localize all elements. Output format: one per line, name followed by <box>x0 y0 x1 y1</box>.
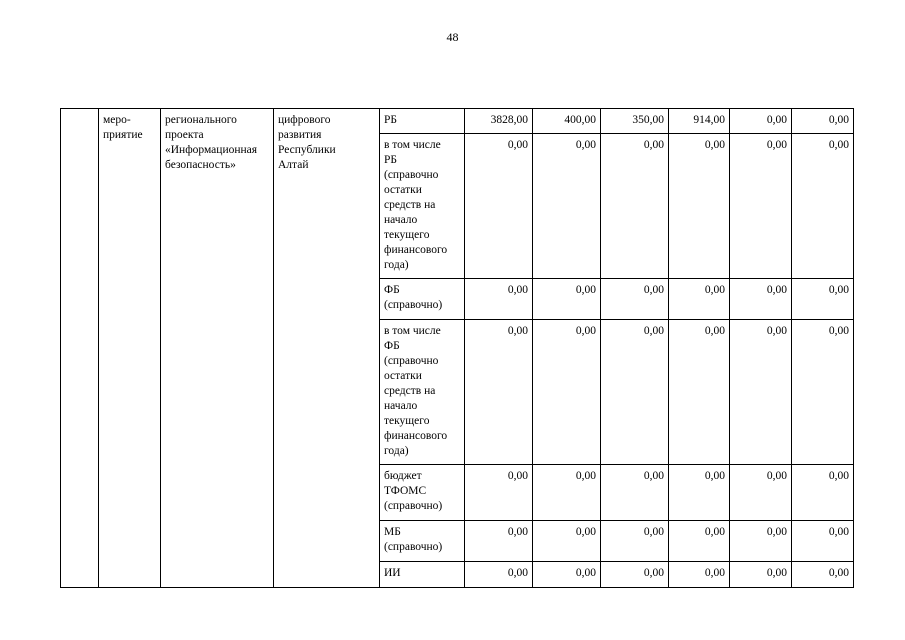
funding-source-line: ТФОМС <box>384 485 427 497</box>
funding-source-line: (справочно <box>384 169 439 181</box>
funding-source-line: РБ <box>384 114 397 126</box>
value-cell: 0,00 <box>601 134 669 279</box>
value-cell: 0,00 <box>730 465 792 521</box>
value-cell: 0,00 <box>730 562 792 588</box>
budget-table <box>60 108 854 588</box>
funding-source-line: (справочно <box>384 355 439 367</box>
event-type-line: приятие <box>103 129 143 141</box>
value-cell: 0,00 <box>465 521 533 562</box>
funding-source-cell <box>380 521 465 562</box>
funding-source-line: текущего <box>384 229 430 241</box>
value-cell: 0,00 <box>533 521 601 562</box>
funding-source-line: бюджет <box>384 470 422 482</box>
value-cell: 0,00 <box>792 279 854 320</box>
value-cell: 0,00 <box>792 465 854 521</box>
value-cell: 0,00 <box>669 134 730 279</box>
value-cell: 0,00 <box>730 279 792 320</box>
funding-source-cell <box>380 465 465 521</box>
funding-source-line: (справочно) <box>384 299 443 311</box>
value-cell: 0,00 <box>669 562 730 588</box>
funding-source-line: года) <box>384 259 409 271</box>
funding-source-line: средств на <box>384 199 436 211</box>
value-cell: 0,00 <box>533 562 601 588</box>
value-cell: 0,00 <box>465 320 533 465</box>
funding-source-line: средств на <box>384 385 436 397</box>
funding-source-line: начало <box>384 214 418 226</box>
funding-source-cell <box>380 320 465 465</box>
funding-source-line: остатки <box>384 184 422 196</box>
executor-line: развития <box>278 129 322 141</box>
value-cell: 0,00 <box>730 134 792 279</box>
value-cell: 0,00 <box>730 109 792 134</box>
executor-line: цифрового <box>278 114 331 126</box>
value-cell: 0,00 <box>533 134 601 279</box>
page-number: 48 <box>446 30 459 44</box>
value-cell: 0,00 <box>792 134 854 279</box>
project-name-line: «Информационная <box>165 144 258 156</box>
value-cell: 0,00 <box>465 465 533 521</box>
table-row <box>61 109 854 134</box>
funding-source-line: в том числе <box>384 325 441 337</box>
value-cell: 0,00 <box>730 320 792 465</box>
value-cell: 400,00 <box>533 109 601 134</box>
value-cell: 3828,00 <box>465 109 533 134</box>
value-cell: 0,00 <box>669 465 730 521</box>
project-name-line: регионального <box>165 114 237 126</box>
executor-cell <box>274 109 380 588</box>
value-cell: 0,00 <box>601 279 669 320</box>
funding-source-line: финансового <box>384 430 448 442</box>
value-cell: 914,00 <box>669 109 730 134</box>
funding-source-line: года) <box>384 445 409 457</box>
executor-line: Алтай <box>278 159 309 171</box>
value-cell: 0,00 <box>465 134 533 279</box>
value-cell: 0,00 <box>669 521 730 562</box>
value-cell: 0,00 <box>792 521 854 562</box>
funding-source-line: ФБ <box>384 284 400 296</box>
value-cell: 0,00 <box>669 279 730 320</box>
funding-source-cell <box>380 134 465 279</box>
funding-source-cell <box>380 109 465 134</box>
value-cell: 0,00 <box>533 465 601 521</box>
project-name-line: безопасность» <box>165 159 236 171</box>
funding-source-cell <box>380 562 465 588</box>
value-cell: 0,00 <box>601 562 669 588</box>
funding-source-line: остатки <box>384 370 422 382</box>
funding-source-line: начало <box>384 400 418 412</box>
value-cell: 0,00 <box>601 465 669 521</box>
event-type-line: меро- <box>103 114 131 126</box>
project-name-cell <box>161 109 274 588</box>
project-name-line: проекта <box>165 129 204 141</box>
value-cell: 0,00 <box>601 320 669 465</box>
funding-source-line: ИИ <box>384 567 401 579</box>
value-cell: 350,00 <box>601 109 669 134</box>
funding-source-line: (справочно) <box>384 500 443 512</box>
funding-source-line: (справочно) <box>384 541 443 553</box>
value-cell: 0,00 <box>465 562 533 588</box>
funding-source-line: РБ <box>384 154 397 166</box>
funding-source-line: финансового <box>384 244 448 256</box>
value-cell: 0,00 <box>792 562 854 588</box>
value-cell: 0,00 <box>601 521 669 562</box>
funding-source-line: ФБ <box>384 340 400 352</box>
value-cell: 0,00 <box>533 279 601 320</box>
event-type-cell <box>99 109 161 588</box>
funding-source-line: текущего <box>384 415 430 427</box>
executor-line: Республики <box>278 144 336 156</box>
value-cell: 0,00 <box>465 279 533 320</box>
row-number-cell <box>61 109 99 588</box>
value-cell: 0,00 <box>792 320 854 465</box>
value-cell: 0,00 <box>533 320 601 465</box>
value-cell: 0,00 <box>669 320 730 465</box>
value-cell: 0,00 <box>792 109 854 134</box>
value-cell: 0,00 <box>730 521 792 562</box>
funding-source-line: в том числе <box>384 139 441 151</box>
funding-source-line: МБ <box>384 526 401 538</box>
funding-source-cell <box>380 279 465 320</box>
